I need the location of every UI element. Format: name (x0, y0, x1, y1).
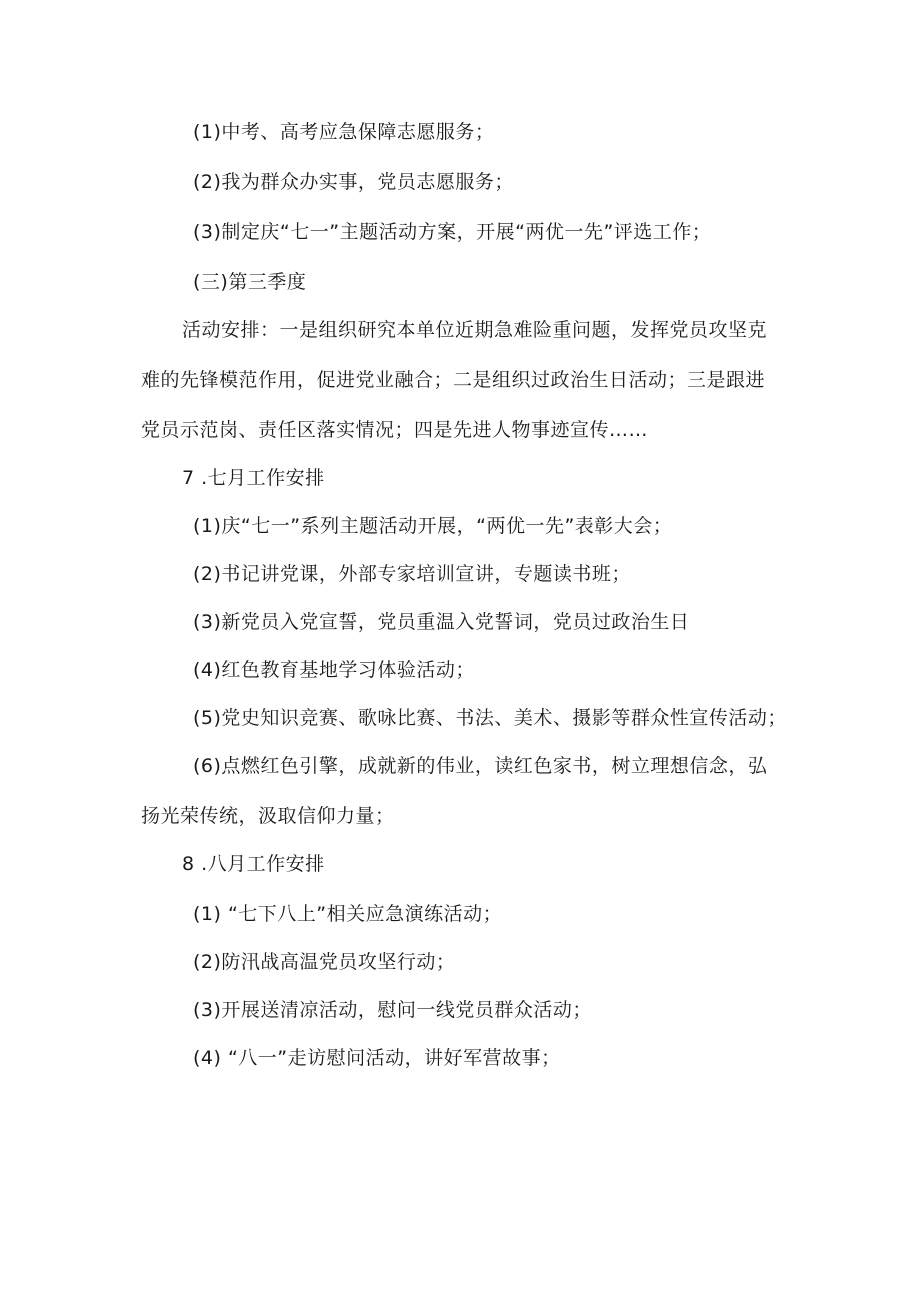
august-item-4: (4) “八一”走访慰问活动，讲好军营故事； (193, 1047, 561, 1069)
july-item-6-line-2: 扬光荣传统，汲取信仰力量； (141, 805, 395, 827)
july-item-6-line-1: (6)点燃红色引擎，成就新的伟业，读红色家书，树立理想信念，弘 (193, 755, 768, 777)
july-item-3: (3)新党员入党宣誓，党员重温入党誓词，党员过政治生日 (193, 611, 690, 633)
heading-august: 8 .八月工作安排 (182, 853, 325, 875)
section-heading-q3: (三)第三季度 (193, 271, 307, 293)
paragraph-line-2: 难的先锋模范作用，促进党业融合；二是组织过政治生日活动；三是跟进 (141, 369, 766, 391)
july-item-5: (5)党史知识竞赛、歌咏比赛、书法、美术、摄影等群众性宣传活动； (193, 707, 787, 729)
august-item-2: (2)防汛战高温党员攻坚行动； (193, 951, 456, 973)
july-item-1: (1)庆“七一”系列主题活动开展，“两优一先”表彰大会； (193, 515, 673, 537)
august-item-3: (3)开展送清凉活动，慰问一线党员群众活动； (193, 999, 592, 1021)
list-item-1-mid-exam: (1)中考、高考应急保障志愿服务； (193, 121, 495, 143)
list-item-2-volunteer: (2)我为群众办实事，党员志愿服务； (193, 171, 514, 193)
july-item-2: (2)书记讲党课，外部专家培训宣讲，专题读书班； (193, 563, 631, 585)
heading-july: 7 .七月工作安排 (182, 467, 325, 489)
paragraph-line-1: 活动安排：一是组织研究本单位近期急难险重问题，发挥党员攻坚克 (182, 319, 768, 341)
list-item-3-july-first-plan: (3)制定庆“七一”主题活动方案，开展“两优一先”评选工作； (193, 221, 712, 243)
july-item-4: (4)红色教育基地学习体验活动； (193, 659, 475, 681)
paragraph-line-3: 党员示范岗、责任区落实情况；四是先进人物事迹宣传…… (141, 419, 649, 441)
august-item-1: (1) “七下八上”相关应急演练活动； (193, 903, 503, 925)
